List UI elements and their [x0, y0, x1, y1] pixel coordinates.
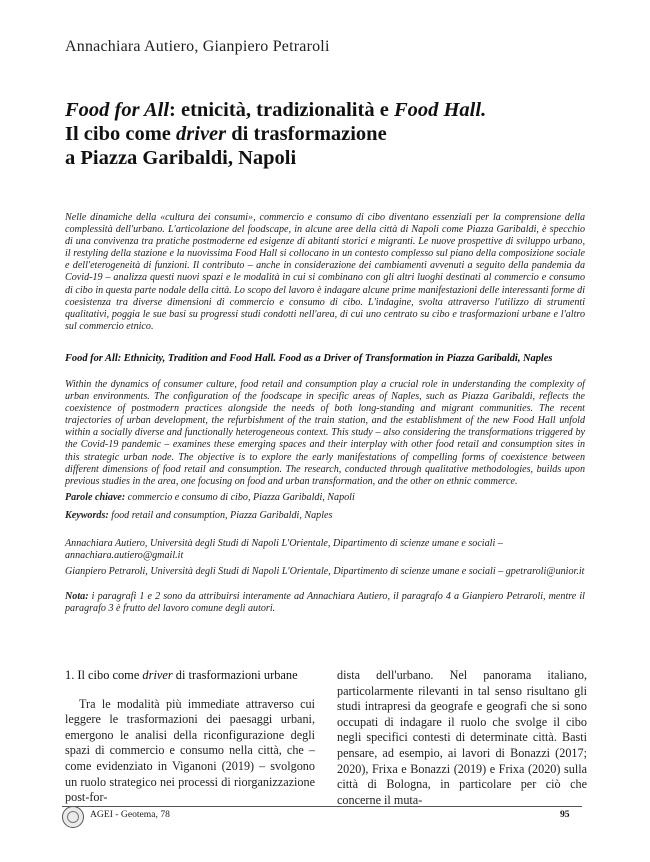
section-heading-em: driver [142, 668, 173, 682]
abstract-english-title: Food for All: Ethnicity, Tradition and Food Hall. Food as a Driver of Transformation in Piazza Garibaldi, Naples [65, 353, 553, 364]
affiliation-autiero: Annachiara Autiero, Università degli Studi di Napoli L'Orientale, Dipartimento di scienze umane e sociali – annachiara.autiero@gmail.it [65, 538, 503, 562]
title-line-2 [65, 122, 605, 146]
title-em-driver: driver [176, 123, 227, 145]
agei-logo-icon [62, 806, 84, 828]
section-heading-end: di trasformazioni urbane [172, 668, 298, 682]
affiliation-petraroli: Gianpiero Petraroli, Università degli Studi di Napoli L'Orientale, Dipartimento di scienze umane e sociali – gpetraroli@unior.it [65, 566, 585, 577]
section-heading-start: 1. Il cibo come [65, 668, 143, 682]
authorship-note [65, 591, 585, 615]
body-paragraph-left: Tra le modalità più immediate attraverso cui leggere le trasformazioni dei paesaggi urbani, emergono le analisi della riconfigurazione degli spazi di commercio e consumo nella città, che – come evidenziato in Viganoni (2019) – svolgono un ruolo strategico nei processi di riorganizzazione post-for- [65, 696, 315, 805]
body-column-right [337, 668, 587, 808]
title-line-2-end: di trasformazione [226, 123, 387, 145]
body-column-left [65, 668, 315, 806]
title-line-3: a Piazza Garibaldi, Napoli [65, 147, 297, 169]
section-heading [65, 668, 315, 684]
keywords-italian-label: Parole chiave: [65, 492, 126, 503]
footer-journal: AGEI - Geotema, 78 [90, 809, 170, 820]
title-em-food-for-all: Food for All [65, 99, 170, 121]
keywords-english-label: Keywords: [65, 510, 109, 521]
title-em-food-hall: Food Hall. [393, 99, 487, 121]
page-number: 95 [560, 809, 570, 820]
article-title [65, 98, 605, 170]
keywords-italian [65, 492, 585, 504]
keywords-english [65, 510, 585, 522]
keywords-english-text: food retail and consumption, Piazza Garibaldi, Naples [108, 510, 333, 521]
title-line-1-mid: : etnicità, tradizionalità e [169, 99, 394, 121]
body-paragraph-right: dista dell'urbano. Nel panorama italiano, particolarmente rilevanti in tal senso risultano gli studi intrapresi da geografe e geografi che si sono occupati di indagare il ruolo che svolge il cibo negli specifici contesti di determinate città. Basti pensare, ad esempio, ai lavori di Bonazzi (2017; 2020), Frixa e Bonazzi (2019) e Frixa (2020) sulla città di Bologna, in particolare per ciò che concerne il muta- [337, 668, 587, 807]
author-names: Annachiara Autiero, Gianpiero Petraroli [65, 38, 330, 55]
title-line-2-start: Il cibo come [65, 123, 177, 145]
abstract-italian: Nelle dinamiche della «cultura dei consumi», commercio e consumo di cibo diventano essenziali per la comprensione della complessità dell'urbano. L'articolazione del foodscape, in alcune aree della città di Napoli come Piazza Garibaldi, è specchio di una convivenza tra pratiche postmoderne ed esigenze di abitanti storici e migranti. Le nuove prospettive di sviluppo urbano, il restyling della stazione e la nuovissima Food Hall si collocano in un contesto complesso sul piano della composizione sociale e dell'eterogeneità di funzioni. Il contributo – anche in considerazione dei cambiamenti avvenuti a seguito della pandemia da Covid-19 – analizza questi nuovi spazi e le modalità in cui si combinano con gli altri luoghi destinati al commercio e consumo di cibo in questa parte nodale della città. Lo scopo del lavoro è indagare alcune prime manifestazioni delle interessanti forme di coesistenza tra diverse dimensioni di commercio e consumo di cibo. L'indagine, svolta attraverso l'utilizzo di strumenti qualitativi, poggia le sue basi su progressi studi condotti nell'area, di cui uno centrato su cibo e trasformazioni urbane e l'altro sul commercio etnico. [65, 212, 585, 332]
footer-rule [62, 806, 582, 807]
note-label: Nota: [65, 591, 89, 602]
note-text: i paragrafi 1 e 2 sono da attribuirsi interamente ad Annachiara Autiero, il paragrafo 4 a Gianpiero Petraroli, mentre il paragrafo 3 è frutto del lavoro comune degli autori. [65, 591, 585, 615]
abstract-english: Within the dynamics of consumer culture, food retail and consumption play a crucial role in understanding the complexity of urban environments. The configuration of the foodscape in specific areas of Naples, such as Piazza Garibaldi, reflects the coexistence of postmodern practices alongside the needs of both long-standing and migrant communities. The recent trajectories of urban development, the refurbishment of the train station, and the establishment of the new Food Hall unfold within a socially diverse and functionally heterogeneous context. This study – also considering the transformations triggered by the Covid-19 pandemic – examines these emerging spaces and their interplay with other food retail and consumption sites in this strategic urban node. The objective is to explore the early manifestations of compelling forms of coexistence between different dimensions of food retail and consumption. The research, conducted through qualitative methodologies, builds upon previous studies in the area, one focusing on food and urban transformation, and the other on ethnic commerce. [65, 379, 585, 487]
keywords-italian-text: commercio e consumo di cibo, Piazza Garibaldi, Napoli [125, 492, 355, 503]
title-line-1 [65, 98, 605, 122]
